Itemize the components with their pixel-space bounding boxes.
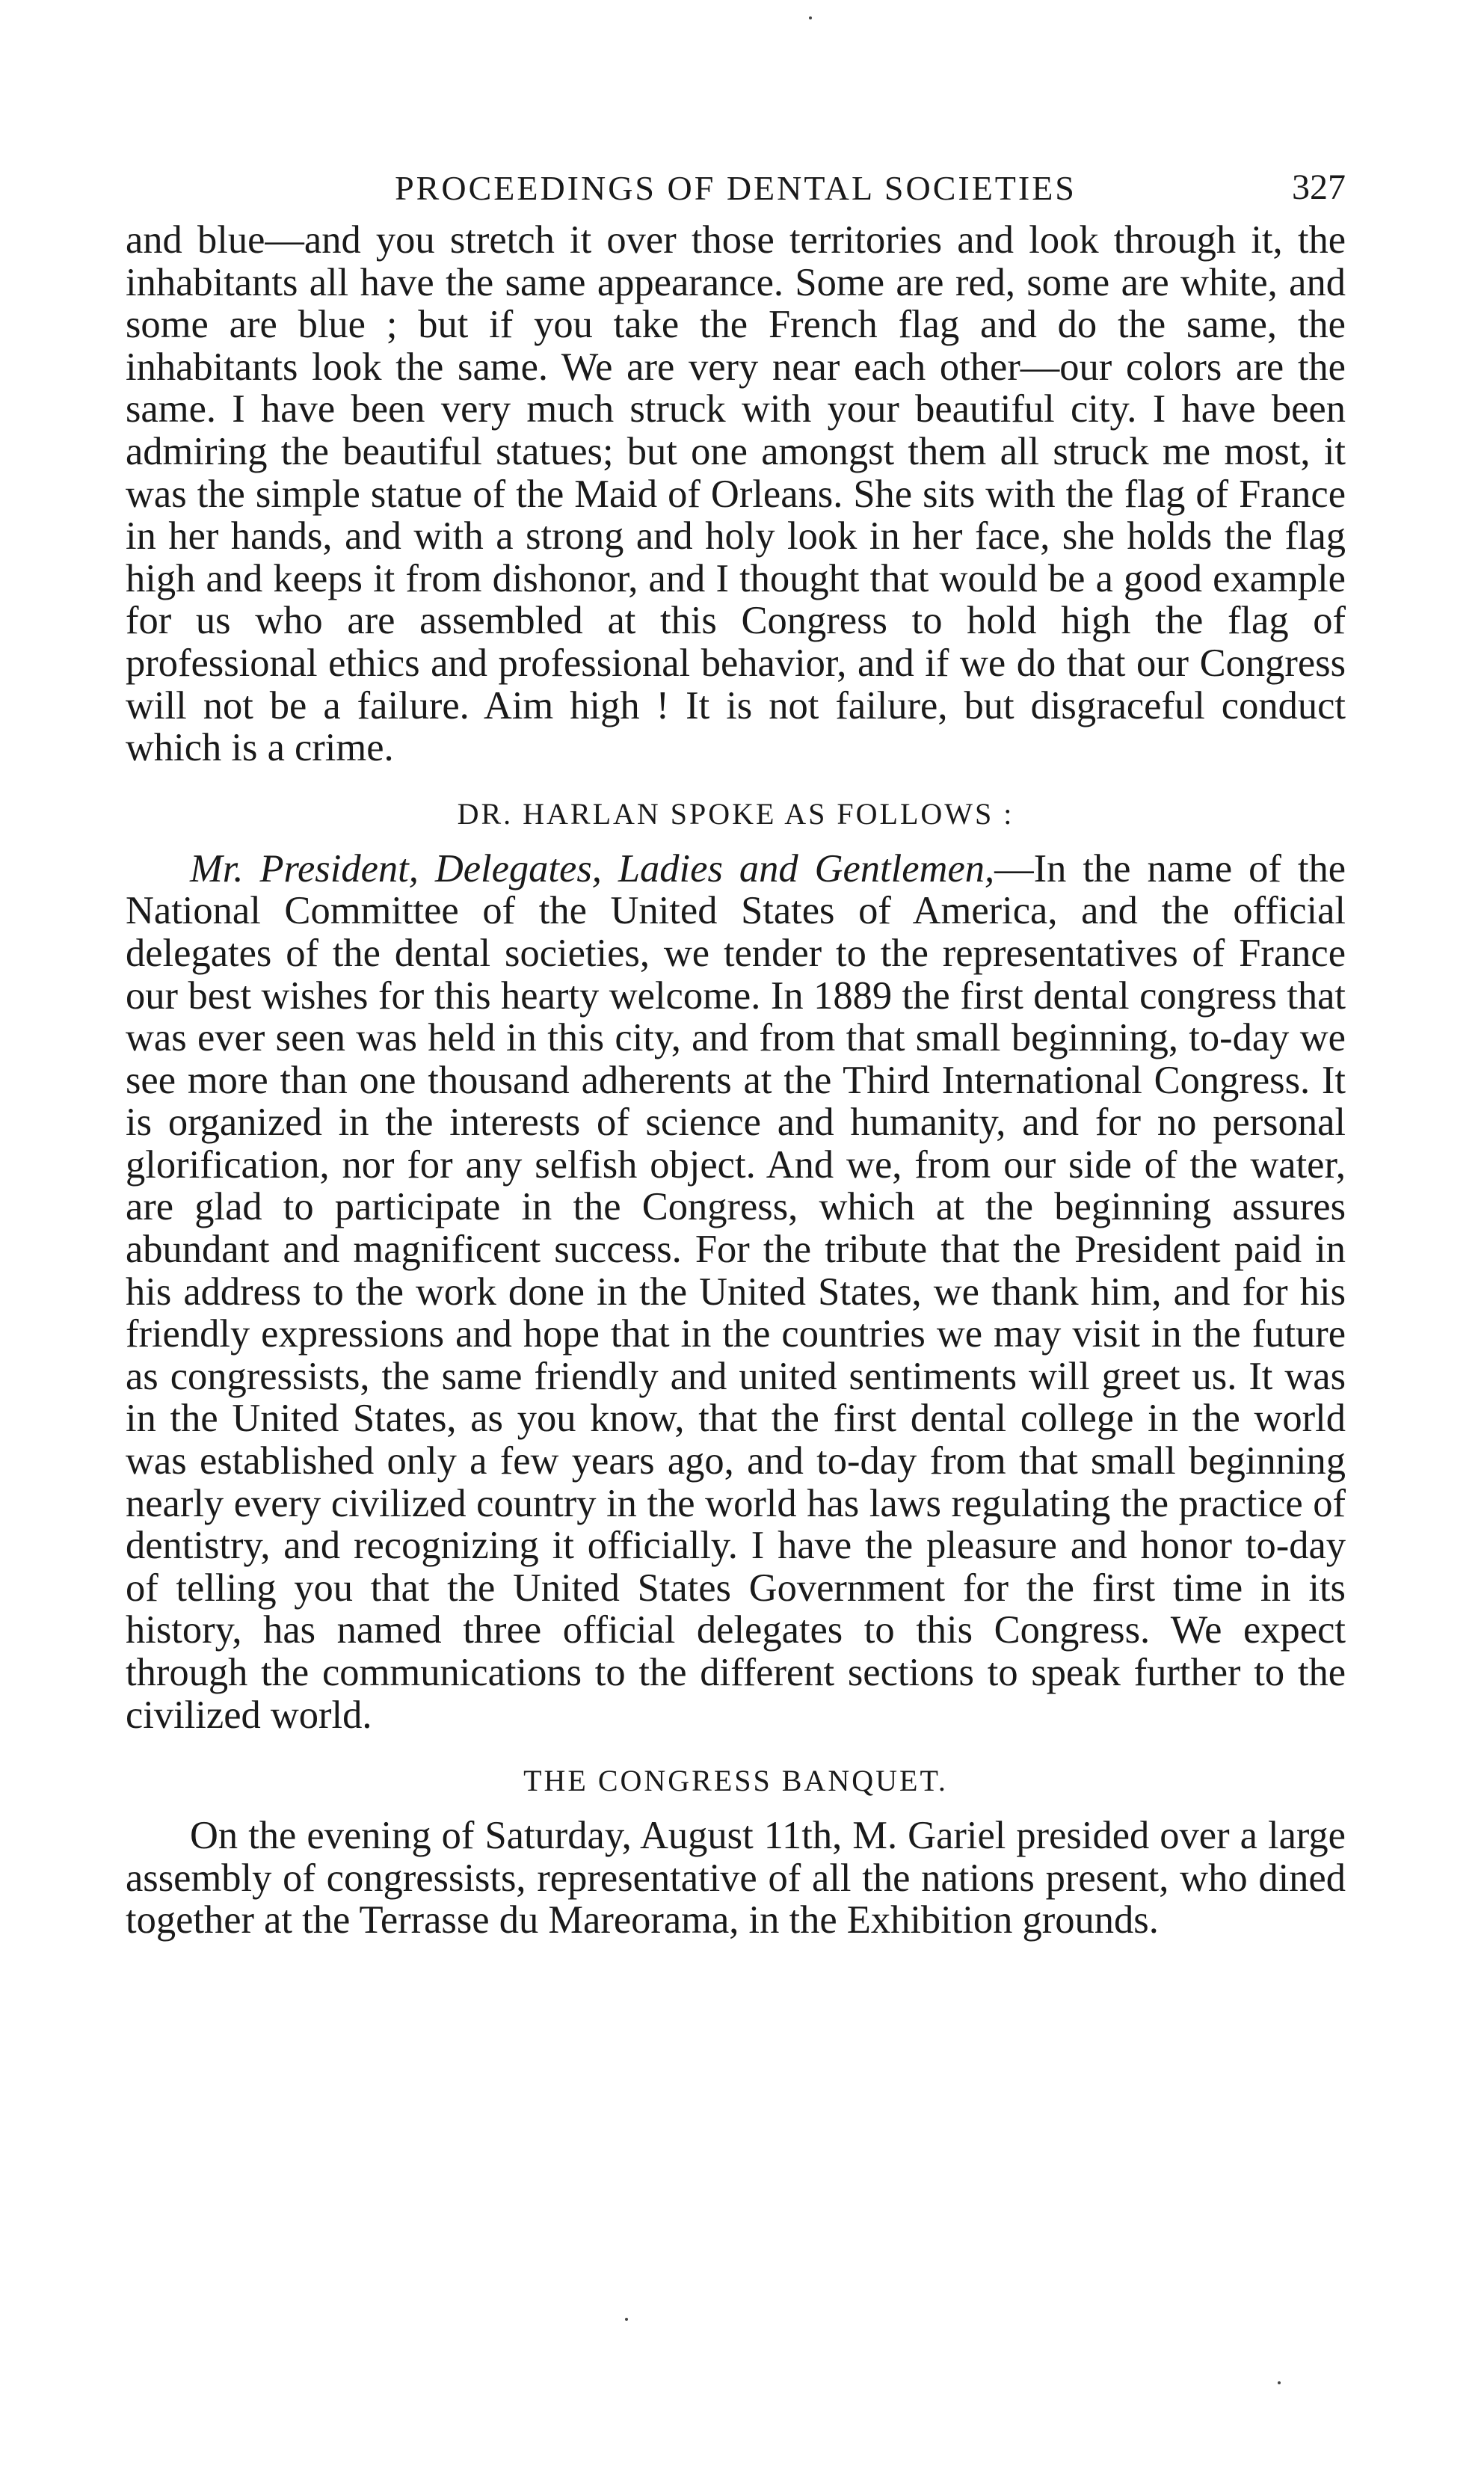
page-number: 327	[1292, 167, 1346, 207]
print-speck-bottom	[625, 2318, 628, 2321]
section-heading-banquet: THE CONGRESS BANQUET.	[523, 1764, 948, 1798]
section-heading-harlan: DR. HARLAN SPOKE AS FOLLOWS :	[457, 796, 1015, 831]
paragraph-continued: and blue—and you stretch it over those territories and look through it, the inhabitants all have the same appearance. Some are red, some are white, and some are blue ; but if you take the French flag and do the same, the inhabitants look the same. We are very near each other—our colors are the same. I have been very much struck with your beautiful city. I have been admiring the beautiful statues; but one amongst them all struck me most, it was the simple statue of the Maid of Orleans. She sits with the flag of France in her hands, and with a strong and holy look in her face, she holds the flag high and keeps it from dishonor, and I thought that would be a good example for us who are assembled at this Congress to hold high the flag of professional ethics and professional behavior, and if we do that our Congress will not be a failure. Aim high ! It is not failure, but disgraceful conduct which is a crime.	[126, 218, 1346, 770]
print-speck-top	[809, 16, 812, 19]
running-title: PROCEEDINGS OF DENTAL SOCIETIES	[395, 169, 1077, 207]
speech-text: —In the name of the National Committee of the United States of America, and the official delegates of the dental societies, we tender to the representatives of France our best wishes for this hearty welcome. In 1889 the first dental congress that was ever seen was held in this city, and from that small beginning, to-day we see more than one thousand adherents at the Third International Congress. It is organized in the interests of science and humanity, and for no personal glorification, nor for any selfish object. And we, from our side of the water, are glad to participate in the Congress, which at the beginning assures abundant and magnificent success. For the tribute that the President paid in his address to the work done in the United States, we thank him, and for his friendly expressions and hope that in the countries we may visit in the future as congressists, the same friendly and united sentiments will greet us. It was in the United States, as you know, that the first dental college in the world was established only a few years ago, and to-day from that small beginning nearly every civilized country in the world has laws regulating the practice of dentistry, and recognizing it officially. I have the pleasure and honor to-day of telling you that the United States Government for the first time in its history, has named three official delegates to this Congress. We expect through the communications to the different sections to speak further to the civilized world.	[126, 846, 1346, 1737]
print-speck-corner	[1278, 2381, 1281, 2384]
paragraph-banquet: On the evening of Saturday, August 11th, M. Gariel presided over a large assembly of congressists, representative of all the nations present, who dined together at the Terrasse du Mareorama, in the Exhibition grounds.	[126, 1814, 1346, 1942]
speech-salutation: Mr. President, Delegates, Ladies and Gentlemen,	[190, 846, 995, 890]
paragraph-harlan-speech	[126, 848, 1346, 1736]
running-head	[126, 161, 1346, 213]
book-page	[126, 161, 1346, 1942]
